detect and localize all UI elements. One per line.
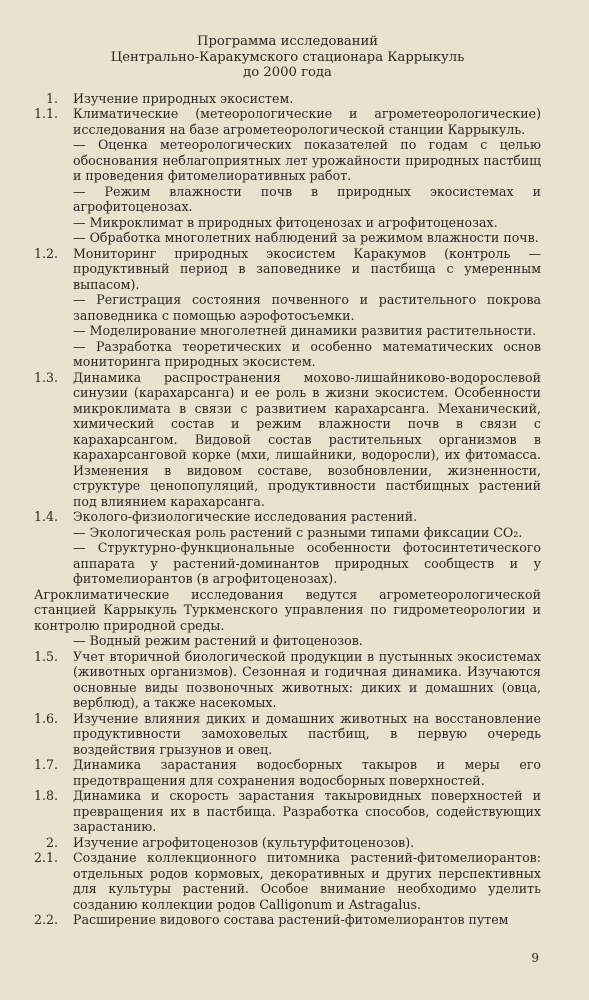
item-1-7 [34, 757, 541, 788]
item-1-1-point: — Оценка метеорологических показателей по годам с целью обоснования неблагоприятных лет урожайности природных пастбищ и проведения фитомелиоративных работ. [73, 137, 541, 183]
item-text: Динамика распространения мохово-лишайниково-водорослевой синузии (карахарсанга) и ее роль в жизни экосистем. Особенности микроклимата в связи с развитием карахарсанга. Механический, химический состав и режим влажности почв в связи с карахарсангом. Видовой состав растительных организмов в карахарсанговой корке (мхи, лишайники, водоросли), их фитомасса. Изменения в видовом составе, возобновлении, жизненности, структуре ценопопуляций, продуктивности пастбищных растений под влиянием карахарсанга. [73, 369, 541, 509]
section-1-heading [34, 91, 541, 107]
item-1-4-point: — Структурно-функциональные особенности фотосинтетического аппарата у растений-доминантов природных сообществ и у фитомелиорантов (в агрофитоценозах). [73, 540, 541, 586]
item-2-2 [34, 912, 541, 928]
title-line-1: Программа исследований [196, 34, 379, 49]
item-text: Динамика и скорость зарастания такыровидных поверхностей и превращения их в пастбища. Разработка способов, содействующих зарастанию. [73, 788, 541, 834]
section-text: Изучение природных экосистем. [73, 90, 294, 106]
item-1-8 [34, 788, 541, 835]
item-1-6 [34, 711, 541, 758]
item-1-2-point: — Регистрация состояния почвенного и растительного покрова заповедника с помощью аэрофотосъемки. [73, 292, 541, 323]
item-text: Расширение видового состава растений-фитомелиорантов путем [73, 912, 509, 927]
item-number: 2.1. [34, 850, 59, 865]
item-1-2-point: — Моделирование многолетней динамики развития растительности. [73, 323, 537, 338]
item-number: 1.1. [34, 106, 59, 121]
item-1-5 [34, 649, 541, 711]
title-line-2: Центрально-Каракумского стационара Каррыкуль [110, 49, 465, 65]
item-1-1 [34, 106, 541, 137]
agroclimatic-paragraph: Агроклиматические исследования ведутся агрометеорологической станцией Каррыкуль Туркменского управления по гидрометеорологии и контролю природной среды. [34, 586, 541, 633]
title-line-3: до 2000 года [243, 65, 332, 80]
item-text: Динамика зарастания водосборных такыров и меры его предотвращения для сохранения водосборных поверхностей. [73, 757, 541, 788]
item-1-2 [34, 246, 541, 293]
section-number: 1. [46, 90, 59, 106]
page-number: 9 [531, 950, 539, 965]
document-title [34, 34, 541, 81]
item-1-3 [34, 370, 541, 510]
item-1-1-point: — Обработка многолетних наблюдений за режимом влажности почв. [73, 230, 539, 245]
item-text: Мониторинг природных экосистем Каракумов (контроль — продуктивный период в заповеднике и пастбища с умеренным выпасом). [73, 245, 541, 292]
item-text: Изучение влияния диких и домашних животных на восстановление продуктивности замоховелых пастбищ, в первую очередь воздействия грызунов и овец. [73, 710, 541, 757]
item-2-1 [34, 850, 541, 912]
item-number: 1.2. [34, 245, 59, 261]
item-1-2-point: — Разработка теоретических и особенно математических основ мониторинга природных экосистем. [73, 338, 541, 369]
section-2-heading [34, 835, 541, 851]
item-1-1-point: — Микроклимат в природных фитоценозах и агрофитоценозах. [73, 214, 498, 230]
item-text: Создание коллекционного питомника растений-фитомелиорантов: отдельных родов кормовых, декоративных и других перспективных для культуры растений. Особое внимание необходимо уделить созданию коллекции родов Calligonum и Astragalus. [73, 850, 541, 912]
item-text: Учет вторичной биологической продукции в пустынных экосистемах (животных организмов). Сезонная и годичная динамика. Изучаются основные виды позвоночных животных: диких и домашних (овца, верблюд), а также насекомых. [73, 648, 541, 710]
item-number: 1.4. [34, 509, 59, 524]
item-number: 1.3. [34, 369, 59, 385]
item-1-1-point: — Режим влажности почв в природных экосистемах и агрофитоценозах. [73, 183, 541, 214]
item-1-4-point: — Экологическая роль растений с разными типами фиксации CO₂. [73, 524, 523, 540]
agroclimatic-point: — Водный режим растений и фитоценозов. [73, 633, 363, 648]
item-number: 1.7. [34, 757, 59, 772]
section-number: 2. [46, 834, 59, 850]
item-text: Климатические (метеорологические и агрометеорологические) исследования на базе агрометеорологической станции Каррыкуль. [73, 106, 541, 137]
item-text: Эколого-физиологические исследования растений. [73, 509, 418, 524]
item-number: 2.2. [34, 912, 59, 927]
item-1-4 [34, 509, 541, 525]
section-text: Изучение агрофитоценозов (культурфитоценозов). [73, 834, 415, 850]
item-number: 1.6. [34, 710, 59, 726]
item-number: 1.8. [34, 788, 59, 803]
item-number: 1.5. [34, 648, 59, 664]
